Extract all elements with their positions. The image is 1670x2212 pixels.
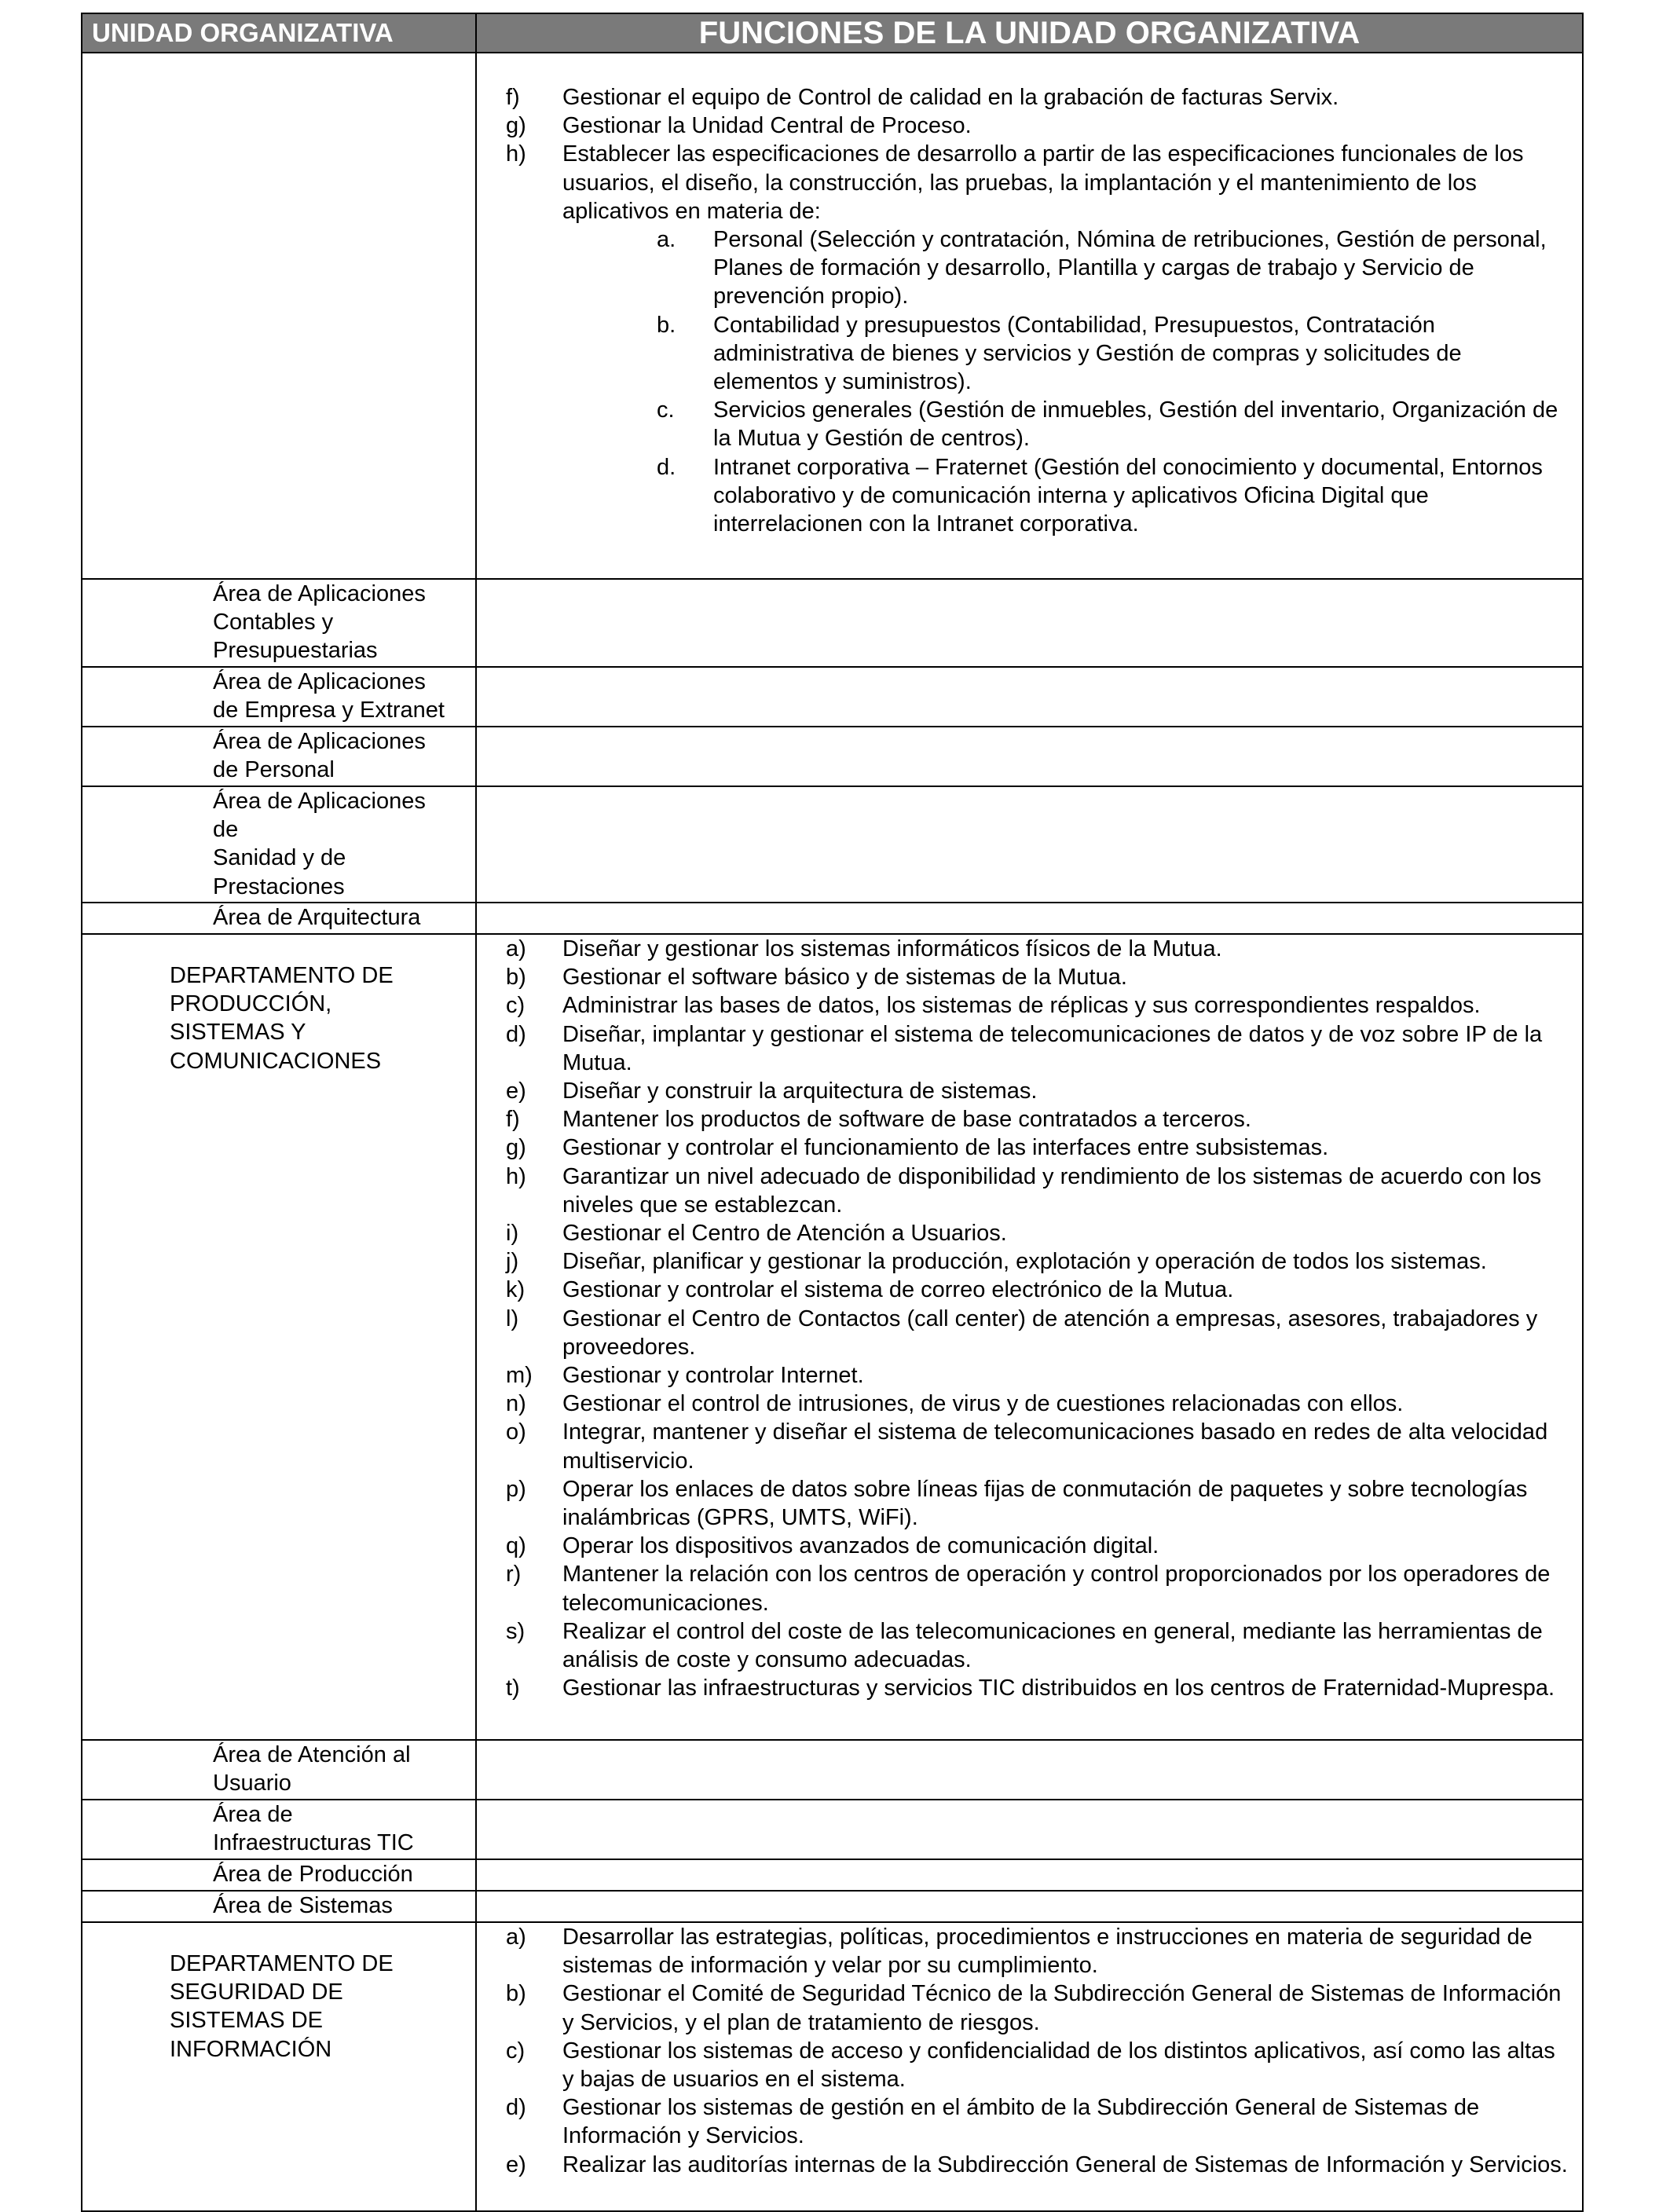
table-header-row (82, 13, 1583, 53)
table-row (82, 1859, 1583, 1891)
function-item: e) Diseñar y construir la arquitectura de sistemas. (506, 1079, 1038, 1104)
table-row (82, 667, 1583, 727)
unit-cell-empty (82, 53, 476, 579)
function-item: s) Realizar el control del coste de las telecomunicaciones en general, mediante las herramientas de análisis de coste y consumo adecuadas. (506, 1618, 1543, 1673)
functions-cell-empty (476, 1891, 1583, 1922)
area-sistemas: Área de Sistemas (82, 1891, 476, 1922)
function-item: k) Gestionar y controlar el sistema de correo electrónico de la Mutua. (506, 1277, 1234, 1303)
table-row (82, 53, 1583, 579)
table-row (82, 1800, 1583, 1859)
function-item: o) Integrar, mantener y diseñar el sistema de telecomunicaciones basado en redes de alta velocidad multiservicio. (506, 1419, 1548, 1474)
function-subitem: a. Personal (Selección y contratación, Nómina de retribuciones, Gestión de personal, Planes de formación y desarrollo, Plantilla y cargas de trabajo y Servicio de prevención propio). (657, 227, 1547, 309)
table-row (82, 786, 1583, 903)
function-item: l) Gestionar el Centro de Contactos (call center) de atención a empresas, asesores, trabajadores y proveedores. (506, 1306, 1538, 1360)
table-row (82, 579, 1583, 667)
table-row (82, 903, 1583, 934)
functions-cell-empty (476, 1800, 1583, 1859)
table-row (82, 1922, 1583, 2211)
function-item: a) Desarrollar las estrategias, políticas, procedimientos e instrucciones en materia de seguridad de sistemas de información y velar por su cumplimiento. (506, 1925, 1533, 1979)
functions-cell-empty (476, 667, 1583, 727)
functions-cell-empty (476, 903, 1583, 934)
function-item: j) Diseñar, planificar y gestionar la producción, explotación y operación de todos los sistemas. (506, 1249, 1487, 1275)
header-funciones: FUNCIONES DE LA UNIDAD ORGANIZATIVA (476, 13, 1583, 53)
function-item: f) Gestionar el equipo de Control de calidad en la grabación de facturas Servix. (506, 85, 1339, 110)
area-produccion: Área de Producción (82, 1859, 476, 1891)
function-item: a) Diseñar y gestionar los sistemas informáticos físicos de la Mutua. (506, 936, 1222, 961)
function-item: r) Mantener la relación con los centros de operación y control proporcionados por los operadores de telecomunicaciones. (506, 1562, 1551, 1616)
area-atencion-usuario: Área de Atención al Usuario (82, 1740, 476, 1800)
table-row (82, 934, 1583, 1740)
table-row (82, 1740, 1583, 1800)
area-infraestructuras-tic: Área de Infraestructuras TIC (82, 1800, 476, 1859)
function-subitem: b. Contabilidad y presupuestos (Contabilidad, Presupuestos, Contratación administrativa de bienes y servicios y Gestión de compras y solicitudes de elementos y suministros). (657, 312, 1462, 395)
area-aplicaciones-personal: Área de Aplicaciones de Personal (82, 727, 476, 786)
function-item: f) Mantener los productos de software de base contratados a terceros. (506, 1107, 1251, 1133)
dept-seguridad-functions (476, 1922, 1583, 2211)
area-aplicaciones-sanidad: Área de Aplicaciones de Sanidad y de Prestaciones (82, 786, 476, 903)
function-item: h) Garantizar un nivel adecuado de disponibilidad y rendimiento de los sistemas de acuerdo con los niveles que se establezcan. (506, 1163, 1542, 1218)
function-item: m) Gestionar y controlar Internet. (506, 1363, 864, 1389)
area-arquitectura: Área de Arquitectura (82, 903, 476, 934)
header-unidad-organizativa: UNIDAD ORGANIZATIVA (82, 13, 476, 53)
functions-cell (476, 53, 1583, 579)
functions-cell-empty (476, 579, 1583, 667)
function-item: i) Gestionar el Centro de Atención a Usuarios. (506, 1221, 1007, 1247)
functions-cell-empty (476, 727, 1583, 786)
function-item: b) Gestionar el Comité de Seguridad Técnico de la Subdirección General de Sistemas de Información y Servicios, y el plan de tratamiento de riesgos. (506, 1981, 1562, 2035)
dept-produccion-name: DEPARTAMENTO DE PRODUCCIÓN, SISTEMAS Y COMUNICACIONES (82, 934, 476, 1740)
function-item: e) Realizar las auditorías internas de la Subdirección General de Sistemas de Información y Servicios. (506, 2152, 1568, 2177)
functions-cell-empty (476, 786, 1583, 903)
function-item: q) Operar los dispositivos avanzados de comunicación digital. (506, 1533, 1159, 1559)
function-item: d) Gestionar los sistemas de gestión en el ámbito de la Subdirección General de Sistemas de Información y Servicios. (506, 2095, 1480, 2149)
dept-produccion-functions (476, 934, 1583, 1740)
function-item: n) Gestionar el control de intrusiones, de virus y de cuestiones relacionadas con ellos. (506, 1391, 1404, 1417)
function-item: d) Diseñar, implantar y gestionar el sistema de telecomunicaciones de datos y de voz sobre IP de la Mutua. (506, 1021, 1543, 1075)
function-item: t) Gestionar las infraestructuras y servicios TIC distribuidos en los centros de Fraternidad-Muprespa. (506, 1675, 1555, 1701)
function-item: c) Gestionar los sistemas de acceso y confidencialidad de los distintos aplicativos, así como las altas y bajas de usuarios en el sistema. (506, 2038, 1555, 2093)
function-item: h) Establecer las especificaciones de desarrollo a partir de las especificaciones funcionales de los usuarios, el diseño, la construcción, las pruebas, la implantación y el mantenimiento de los aplicativos en materia de: (506, 141, 1524, 224)
area-aplicaciones-contables: Área de Aplicaciones Contables y Presupuestarias (82, 579, 476, 667)
functions-cell-empty (476, 1740, 1583, 1800)
function-subitem: c. Servicios generales (Gestión de inmuebles, Gestión del inventario, Organización de la Mutua y Gestión de centros). (657, 397, 1558, 452)
function-item: c) Administrar las bases de datos, los sistemas de réplicas y sus correspondientes respaldos. (506, 993, 1481, 1019)
table-row (82, 727, 1583, 786)
dept-seguridad-name: DEPARTAMENTO DE SEGURIDAD DE SISTEMAS DE INFORMACIÓN (82, 1922, 476, 2211)
function-item: p) Operar los enlaces de datos sobre líneas fijas de conmutación de paquetes y sobre tecnologías inalámbricas (GPRS, UMTS, WiFi). (506, 1476, 1528, 1531)
function-item: g) Gestionar la Unidad Central de Proceso. (506, 113, 972, 139)
organizational-functions-table (81, 13, 1584, 2212)
function-subitem: d. Intranet corporativa – Fraternet (Gestión del conocimiento y documental, Entornos colaborativo y de comunicación interna y aplicativos Oficina Digital que interrelacionen con la Intranet corporativa. (657, 454, 1543, 537)
area-aplicaciones-empresa: Área de Aplicaciones de Empresa y Extranet (82, 667, 476, 727)
table-row (82, 1891, 1583, 1922)
function-item: g) Gestionar y controlar el funcionamiento de las interfaces entre subsistemas. (506, 1135, 1329, 1161)
function-item: b) Gestionar el software básico y de sistemas de la Mutua. (506, 965, 1127, 991)
functions-cell-empty (476, 1859, 1583, 1891)
